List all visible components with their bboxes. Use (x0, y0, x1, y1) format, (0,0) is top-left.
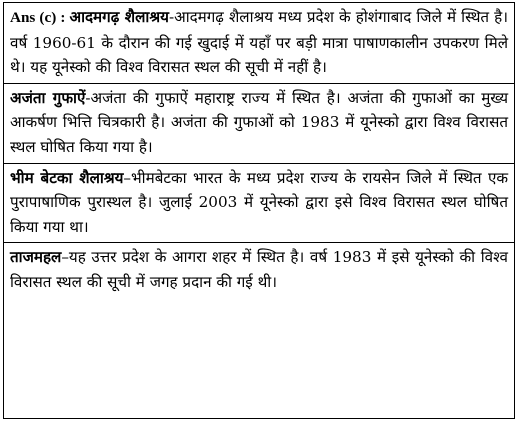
section-ajanta (4, 84, 514, 164)
section-tajmahal (4, 243, 514, 297)
section-body: भीमबेटका भारत के मध्य प्रदेश राज्य के रायसेन जिले में स्थित एक पुरापाषाणिक पुरास्थल है। जुलाई 2003 में यूनेस्को द्वारा इसे विश्व विरासत स्थल घोषित किया गया था। (10, 168, 509, 236)
heading-separator: - (168, 8, 175, 26)
section-bhimbetka (4, 164, 514, 244)
section-heading: भीम बेटका शैलाश्रय (10, 168, 124, 187)
heading-separator: – (123, 168, 131, 187)
answer-label: Ans (c) : (10, 9, 70, 26)
section-body: अजंता की गुफाऐं महाराष्ट्र राज्य में स्थित है। अजंता की गुफाओं का मुख्य आकर्षण भित्ति चित्रकारी है। अजंता की गुफाओं को 1983 में यूनेस्को द्वारा विश्व विरासत स्थल घोषित किया गया है। (10, 88, 509, 156)
section-heading: आदमगढ़ शैलाश्रय (69, 8, 169, 26)
section-adamgarh (4, 3, 514, 84)
section-heading: ताजमहल (10, 248, 62, 267)
heading-separator: – (61, 248, 69, 267)
section-heading: अजंता गुफाऐं (10, 88, 86, 107)
heading-separator: - (85, 88, 91, 107)
answer-box (3, 2, 515, 419)
section-body: यह उत्तर प्रदेश के आगरा शहर में स्थित है। वर्ष 1983 में इसे यूनेस्को की विश्व विरासत स्थल की सूची में जगह प्रदान की गई थी। (10, 248, 508, 291)
section-body: आदमगढ़ शैलाश्रय मध्य प्रदेश के होशंगाबाद जिले में स्थित है। वर्ष 1960-61 के दौरान की गई खुदाई में यहाँ पर बड़ी मात्रा पाषाणकालीन उपकरण मिले थे। यह यूनेस्को की विश्व विरासत स्थल की सूची में नहीं है। (10, 8, 508, 77)
